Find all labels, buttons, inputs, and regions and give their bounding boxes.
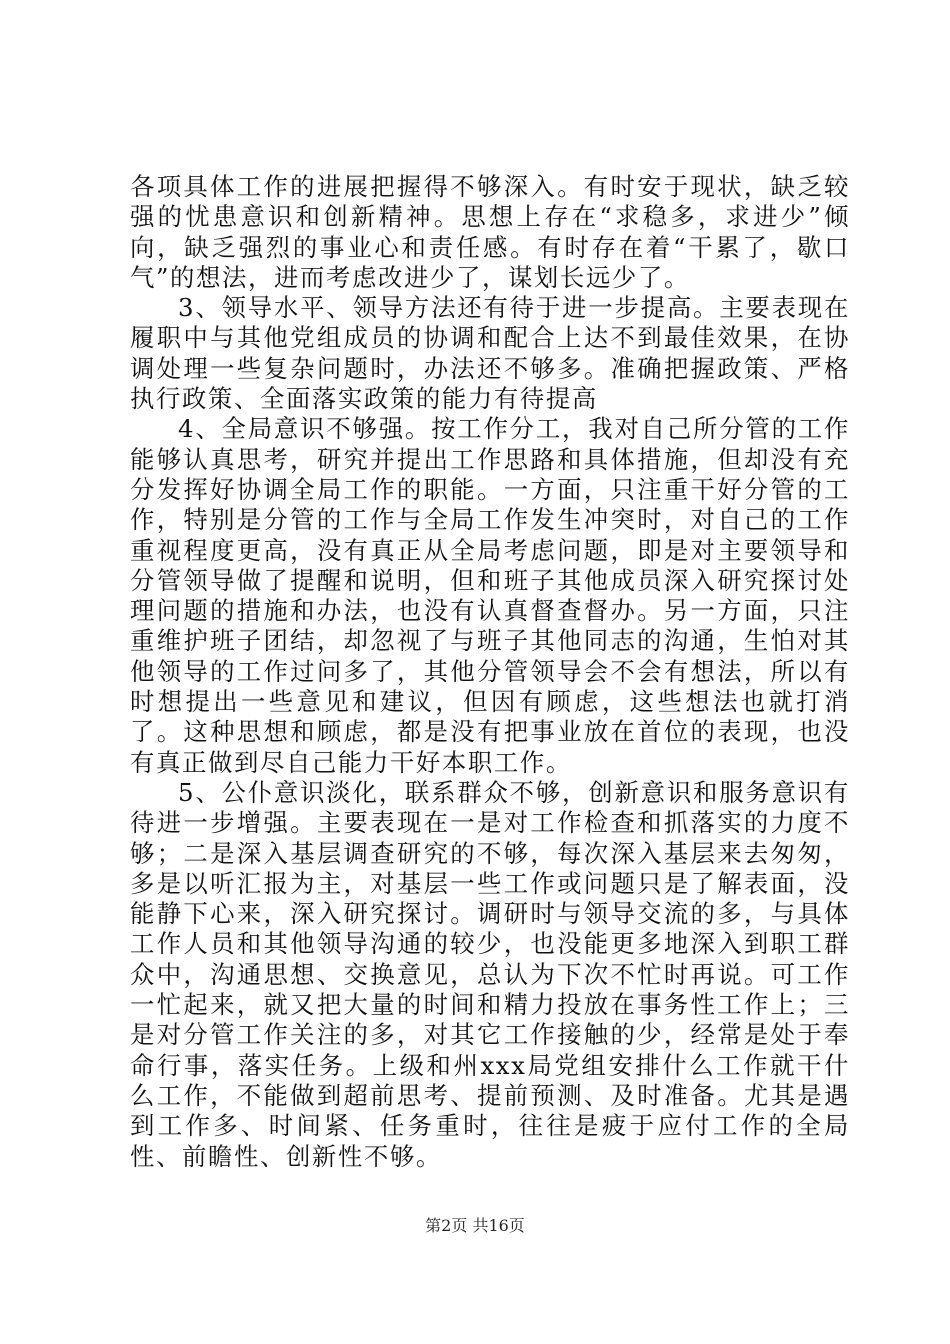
paragraph-item-5: 5、公仆意识淡化，联系群众不够，创新意识和服务意识有待进一步增强。主要表现在一是对工作检查和抓落实的力度不够；二是深入基层调查研究的不够，每次深入基层来去匆匆，多是以听汇报为主，对基层一些工作或问题只是了解表面，没能静下心来，深入研究探讨。调研时与领导交流的多，与具体工作人员和其他领导沟通的较少，也没能更多地深入到职工群众中，沟通思想、交换意见，总认为下次不忙时再说。可工作一忙起来，就又把大量的时间和精力投放在事务性工作上；三是对分管工作关注的多，对其它工作接触的少，经常是处于奉命行事，落实任务。上级和州xxx局党组安排什么工作就干什么工作，不能做到超前思考、提前预测、及时准备。尤其是遇到工作多、时间紧、任务重时，往往是疲于应付工作的全局性、前瞻性、创新性不够。	[130, 777, 850, 1171]
paragraph-item-4: 4、全局意识不够强。按工作分工，我对自己所分管的工作能够认真思考，研究并提出工作思路和具体措施，但却没有充分发挥好协调全局工作的职能。一方面，只注重干好分管的工作，特别是分管的工作与全局工作发生冲突时，对自己的工作重视程度更高，没有真正从全局考虑问题，即是对主要领导和分管领导做了提醒和说明，但和班子其他成员深入研究探讨处理问题的措施和办法，也没有认真督查督办。另一方面，只注重维护班子团结，却忽视了与班子其他同志的沟通，生怕对其他领导的工作过问多了，其他分管领导会不会有想法，所以有时想提出一些意见和建议，但因有顾虑，这些想法也就打消了。这种思想和顾虑，都是没有把事业放在首位的表现，也没有真正做到尽自己能力干好本职工作。	[130, 414, 850, 777]
paragraph-continuation: 各项具体工作的进展把握得不够深入。有时安于现状，缺乏较强的忧患意识和创新精神。思想上存在“求稳多，求进少”倾向，缺乏强烈的事业心和责任感。有时存在着“干累了，歇口气”的想法，进而考虑改进少了，谋划长远少了。	[130, 172, 850, 292]
paragraph-item-3: 3、领导水平、领导方法还有待于进一步提高。主要表现在履职中与其他党组成员的协调和配合上达不到最佳效果，在协调处理一些复杂问题时，办法还不够多。准确把握政策、严格执行政策、全面落实政策的能力有待提高	[130, 293, 850, 414]
document-body	[130, 172, 850, 1172]
page-footer: 第2页 共16页	[425, 1216, 525, 1235]
